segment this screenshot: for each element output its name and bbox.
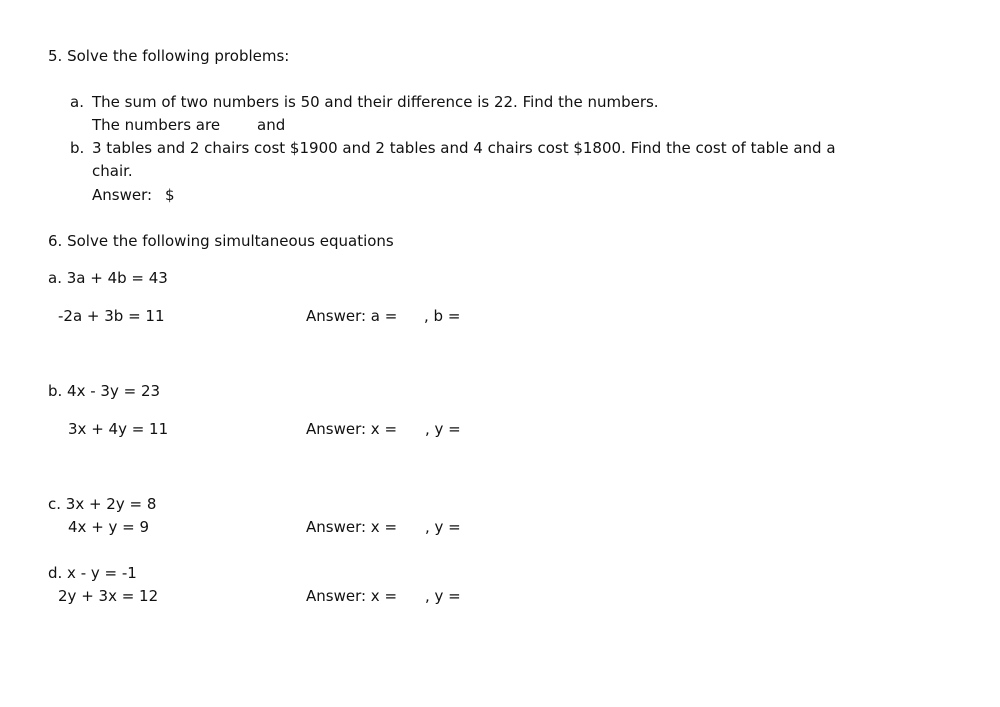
q6c-second-label: , y = — [425, 518, 461, 536]
q5a-marker: a. — [70, 93, 84, 111]
q6d-y-input[interactable] — [460, 586, 500, 606]
q6a-a-input[interactable] — [397, 306, 423, 326]
q6b-answer-label: Answer: x = — [306, 420, 398, 438]
q5b-answer-currency: $ — [165, 186, 175, 204]
q6a-eq1: a. 3a + 4b = 43 — [48, 269, 168, 287]
q6c-answer-label: Answer: x = — [306, 518, 398, 536]
q5b-text-line1: 3 tables and 2 chairs cost $1900 and 2 tables and 4 chairs cost $1800. Find the cost of table and a — [92, 139, 836, 157]
q6d-eq2: 2y + 3x = 12 — [58, 587, 159, 605]
q6d-eq1: d. x - y = -1 — [48, 564, 137, 582]
q6c-eq1: c. 3x + 2y = 8 — [48, 495, 157, 513]
q6d-answer-label: Answer: x = — [306, 587, 398, 605]
q6c-eq2: 4x + y = 9 — [68, 518, 150, 536]
q6a-second-label: , b = — [424, 307, 461, 325]
q5b-answer-label: Answer: — [92, 186, 153, 204]
q5a-answer-prefix: The numbers are — [92, 116, 221, 134]
q5b-text-line2: chair. — [92, 162, 133, 180]
q5a-answer-first-input[interactable] — [226, 115, 254, 135]
q6a-eq2: -2a + 3b = 11 — [58, 307, 165, 325]
q5a-answer-second-input[interactable] — [290, 115, 330, 135]
q6d-x-input[interactable] — [398, 586, 424, 606]
q6a-answer-label: Answer: a = — [306, 307, 398, 325]
q6-heading: 6. Solve the following simultaneous equations — [48, 232, 394, 250]
q6d-second-label: , y = — [425, 587, 461, 605]
q6b-y-input[interactable] — [460, 419, 500, 439]
q6c-x-input[interactable] — [398, 517, 424, 537]
q6b-x-input[interactable] — [398, 419, 424, 439]
q5a-answer-join: and — [257, 116, 286, 134]
q6b-eq1: b. 4x - 3y = 23 — [48, 382, 161, 400]
q5b-answer-input[interactable] — [178, 185, 258, 205]
q5a-text: The sum of two numbers is 50 and their difference is 22. Find the numbers. — [92, 93, 659, 111]
q6b-second-label: , y = — [425, 420, 461, 438]
q5b-marker: b. — [70, 139, 85, 157]
q6a-b-input[interactable] — [460, 306, 500, 326]
q6c-y-input[interactable] — [460, 517, 500, 537]
q6b-eq2: 3x + 4y = 11 — [68, 420, 169, 438]
q5-heading: 5. Solve the following problems: — [48, 47, 290, 65]
